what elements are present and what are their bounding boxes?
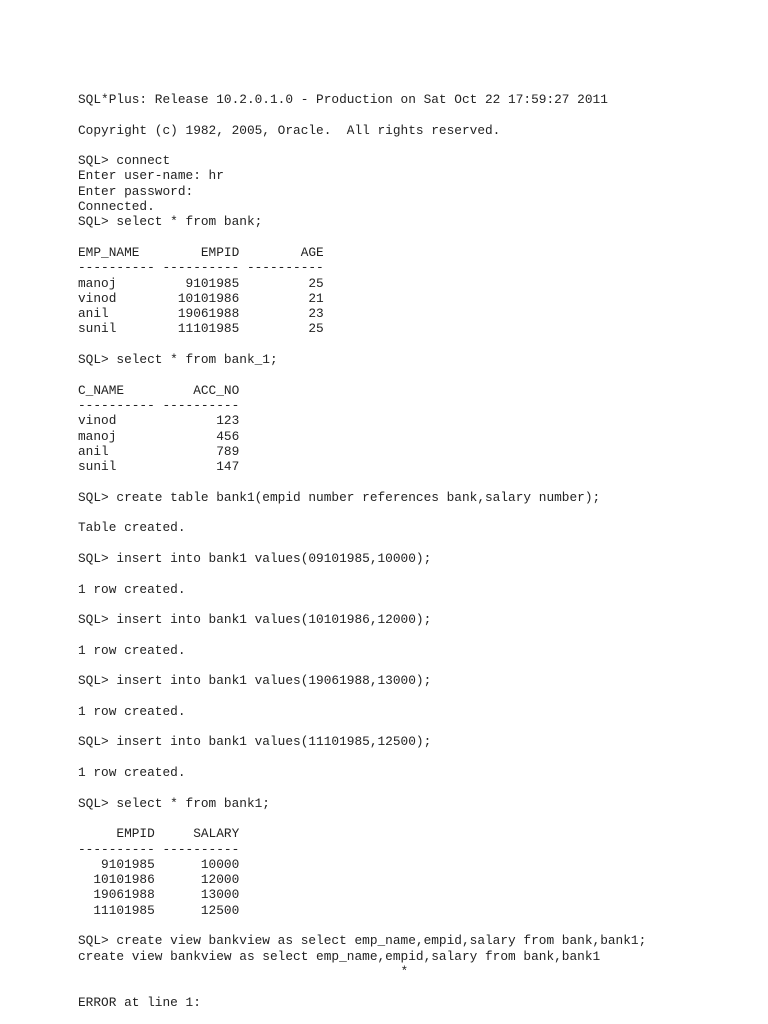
- transcript-line: [78, 918, 646, 933]
- transcript-line: [78, 107, 646, 122]
- transcript-line: manoj 456: [78, 428, 240, 444]
- transcript-line: sunil 11101985 25: [78, 321, 324, 337]
- transcript-line: 19061988 13000: [78, 887, 240, 903]
- transcript-line: [78, 627, 646, 642]
- transcript-line: SQL> insert into bank1 values(19061988,13000);: [78, 673, 432, 689]
- transcript-line: Enter password:: [78, 183, 194, 199]
- transcript-line: [78, 780, 646, 795]
- transcript-line: anil 19061988 23: [78, 306, 324, 322]
- transcript-line: ---------- ----------: [78, 397, 240, 413]
- transcript-line: [78, 138, 646, 153]
- transcript-line: Copyright (c) 1982, 2005, Oracle. All rights reserved.: [78, 122, 501, 138]
- transcript-line: [78, 658, 646, 673]
- transcript-line: SQL> create view bankview as select emp_name,empid,salary from bank,bank1;: [78, 933, 647, 949]
- transcript-line: vinod 123: [78, 413, 240, 429]
- transcript-line: manoj 9101985 25: [78, 275, 324, 291]
- transcript-line: SQL> select * from bank;: [78, 214, 263, 230]
- transcript-line: SQL*Plus: Release 10.2.0.1.0 - Production on Sat Oct 22 17:59:27 2011: [78, 92, 608, 107]
- transcript-line: Enter user-name: hr: [78, 168, 224, 184]
- transcript-line: [78, 719, 646, 734]
- transcript-line: [78, 597, 646, 612]
- transcript-line: EMPID SALARY: [78, 826, 240, 842]
- transcript-line: 11101985 12500: [78, 902, 240, 918]
- transcript-line: SQL> select * from bank1;: [78, 795, 270, 811]
- transcript-line: [78, 230, 646, 245]
- transcript-line: create view bankview as select emp_name,empid,salary from bank,bank1: [78, 948, 601, 964]
- transcript-line: sunil 147: [78, 459, 240, 475]
- transcript-line: 1 row created.: [78, 642, 186, 658]
- transcript-line: [78, 566, 646, 581]
- transcript-line: SQL> insert into bank1 values(10101986,12000);: [78, 612, 432, 628]
- transcript-line: [78, 505, 646, 520]
- transcript-line: C_NAME ACC_NO: [78, 382, 240, 398]
- transcript-line: [78, 979, 646, 994]
- transcript-line: SQL> insert into bank1 values(09101985,10000);: [78, 550, 432, 566]
- transcript-line: SQL> connect: [78, 153, 171, 169]
- transcript-line: [78, 367, 646, 382]
- transcript-line: 1 row created.: [78, 765, 186, 781]
- transcript-line: [78, 689, 646, 704]
- transcript-line: [78, 474, 646, 489]
- transcript-line: [78, 536, 646, 551]
- transcript-line: Connected.: [78, 199, 155, 215]
- transcript-line: SQL> insert into bank1 values(11101985,12500);: [78, 734, 432, 750]
- transcript-line: anil 789: [78, 443, 240, 459]
- transcript-line: ---------- ---------- ----------: [78, 260, 324, 276]
- transcript-line: 10101986 12000: [78, 872, 240, 888]
- transcript-line: [78, 337, 646, 352]
- transcript-line: 1 row created.: [78, 581, 186, 597]
- transcript-line: EMP_NAME EMPID AGE: [78, 244, 324, 260]
- transcript-line: SQL> create table bank1(empid number references bank,salary number);: [78, 489, 601, 505]
- transcript-line: [78, 750, 646, 765]
- transcript-line: *: [78, 963, 409, 979]
- transcript-line: Table created.: [78, 520, 186, 536]
- transcript-line: 9101985 10000: [78, 856, 240, 872]
- transcript-line: ---------- ----------: [78, 841, 240, 857]
- transcript-line: SQL> select * from bank_1;: [78, 352, 278, 368]
- transcript-line: vinod 10101986 21: [78, 290, 324, 306]
- sqlplus-session-transcript: [78, 92, 646, 1010]
- transcript-line: [78, 811, 646, 826]
- transcript-line: 1 row created.: [78, 703, 186, 719]
- transcript-line: ERROR at line 1:: [78, 994, 201, 1010]
